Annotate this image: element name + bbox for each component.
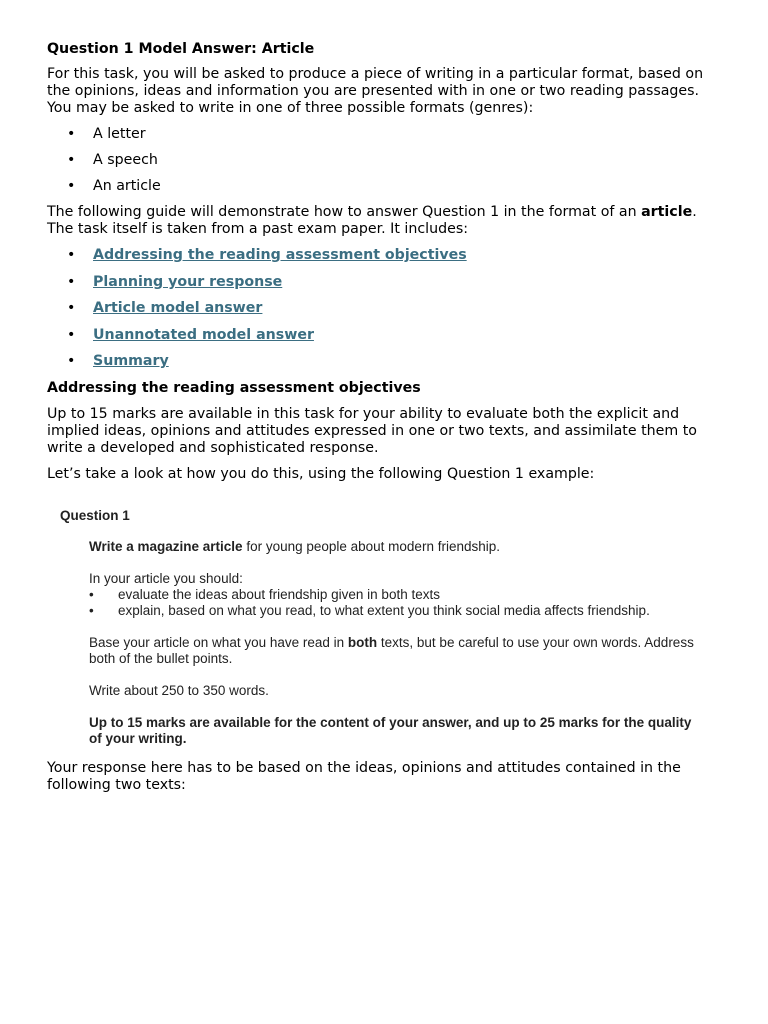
list-item xyxy=(47,353,717,370)
document-page xyxy=(47,41,717,803)
bullet-icon: • xyxy=(67,152,76,168)
page-title: Question 1 Model Answer: Article xyxy=(47,41,315,57)
link-reading-objectives[interactable]: Addressing the reading assessment objectives xyxy=(93,247,467,263)
bullet-icon: • xyxy=(67,326,76,343)
closing-paragraph: Your response here has to be based on the ideas, opinions and attitudes contained in the following two texts: xyxy=(47,759,681,793)
intro-paragraph: For this task, you will be asked to produce a piece of writing in a particular format, based on the opinions, ideas and information you are presented with in one or two reading passages. You may be asked to write in one of three possible formats (genres): xyxy=(47,66,704,116)
base-line: Base your article on what you have read in both texts, but be careful to use your own words. Address both of the bullet points. xyxy=(89,634,694,666)
bullet-icon: • xyxy=(67,300,76,317)
list-item xyxy=(47,327,717,344)
list-item: • A speech xyxy=(67,152,158,168)
contents-list xyxy=(47,247,717,370)
list-item: • explain, based on what you read, to what extent you think social media affects friendship. xyxy=(89,602,650,618)
marks-line: Up to 15 marks are available for the content of your answer, and up to 25 marks for the quality of your writing. xyxy=(89,714,692,746)
question-figure xyxy=(47,492,717,747)
link-unannotated[interactable]: Unannotated model answer xyxy=(93,326,314,343)
marks-paragraph: Up to 15 marks are available in this task for your ability to evaluate both the explicit and implied ideas, opinions and attitudes expressed in one or two texts, and assimilate them to write a developed and sophisticated response. xyxy=(47,405,697,456)
list-item: • A letter xyxy=(67,126,146,142)
bullet-icon: • xyxy=(67,273,76,290)
list-item xyxy=(47,300,717,317)
should-line: In your article you should: xyxy=(89,570,243,586)
link-planning[interactable]: Planning your response xyxy=(93,273,283,290)
link-summary[interactable]: Summary xyxy=(93,353,169,370)
task-line: Write a magazine article for young people about modern friendship. xyxy=(89,538,500,554)
list-item xyxy=(47,274,717,291)
bullet-icon: • xyxy=(89,602,94,618)
guide-paragraph: The following guide will demonstrate how to answer Question 1 in the format of an article. The task itself is taken from a past exam paper. It includes: xyxy=(47,204,697,237)
formats-list xyxy=(47,126,717,195)
list-item xyxy=(47,247,717,264)
question-label: Question 1 xyxy=(60,507,130,523)
list-item: • evaluate the ideas about friendship given in both texts xyxy=(89,586,440,602)
bullet-icon: • xyxy=(89,586,94,602)
article-emphasis: article xyxy=(641,204,693,220)
example-intro: Let’s take a look at how you do this, using the following Question 1 example: xyxy=(47,465,595,482)
question-body xyxy=(89,539,707,747)
section-heading: Addressing the reading assessment objectives xyxy=(47,379,421,396)
word-count-line: Write about 250 to 350 words. xyxy=(89,682,269,698)
link-model-answer[interactable]: Article model answer xyxy=(93,300,263,317)
bullet-icon: • xyxy=(67,353,76,370)
bullet-icon: • xyxy=(67,247,76,263)
list-item: • An article xyxy=(67,178,161,194)
bullet-icon: • xyxy=(67,126,76,142)
bullet-icon: • xyxy=(67,178,76,194)
